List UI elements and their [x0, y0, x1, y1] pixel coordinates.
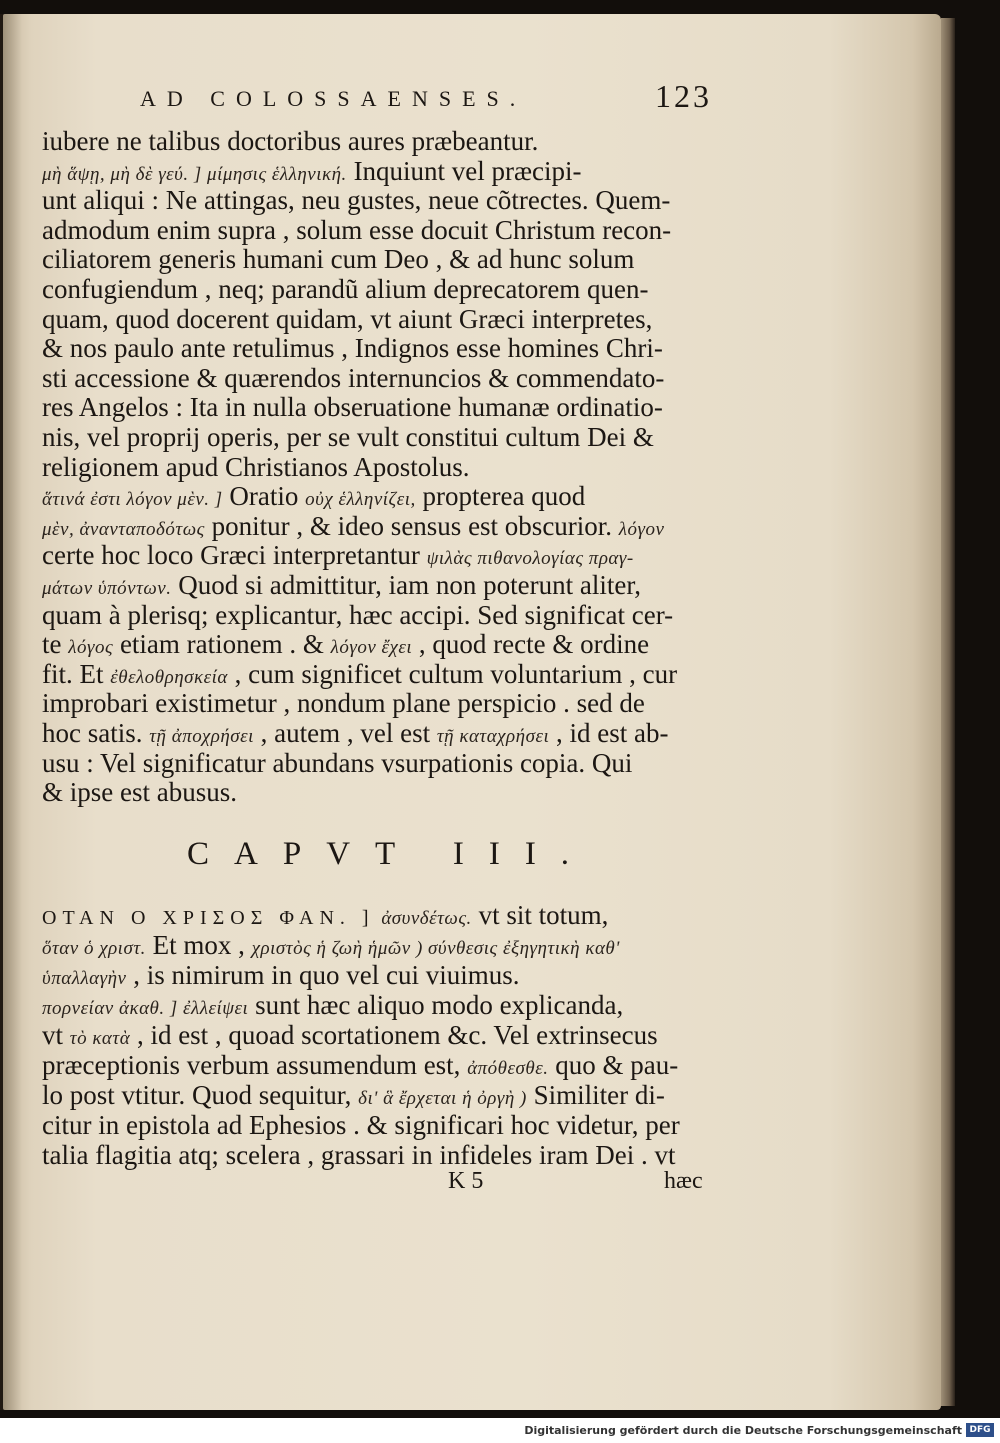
- text-line: [42, 600, 673, 630]
- latin-text: ΟΤΑΝ Ο ΧΡΙΣΟΣ ΦΑΝ. ]: [42, 907, 375, 929]
- greek-phrase: ψιλὰς πιθανολογίας πραγ-: [426, 548, 634, 570]
- greek-phrase: μάτων ὑπόντων.: [42, 578, 172, 599]
- latin-text: unt aliqui : Ne attingas, neu gustes, neue cõtrectes. Quem-: [42, 185, 671, 216]
- latin-text: nis, vel proprij operis, per se vult constitui cultum Dei &: [42, 422, 654, 452]
- latin-text: , autem , vel est: [253, 718, 437, 748]
- chapter-heading: CAPVT III.: [187, 836, 595, 872]
- latin-text: quam à plerisq; explicantur, hæc accipi. Sed significat cer-: [42, 599, 674, 630]
- text-line: [42, 126, 538, 156]
- greek-phrase: τὸ κατὰ: [69, 1028, 131, 1049]
- text-line: [42, 990, 623, 1024]
- latin-text: propterea quod: [415, 481, 586, 512]
- signature-mark: K 5: [448, 1168, 484, 1194]
- greek-phrase: ἐθελοθρησκεία: [110, 666, 228, 688]
- text-line: [42, 960, 520, 994]
- greek-phrase: οὐχ ἑλληνίζει,: [305, 489, 416, 511]
- greek-phrase: λόγον: [618, 518, 665, 540]
- latin-text: res Angelos : Ita in nulla obseruatione humanæ ordinatio-: [42, 392, 663, 423]
- text-line: [42, 333, 663, 363]
- latin-text: vt: [42, 1020, 70, 1050]
- latin-text: usu : Vel significatur abundans vsurpationis copia. Qui: [42, 747, 633, 778]
- latin-text: præceptionis verbum assumendum est,: [42, 1050, 468, 1080]
- latin-text: lo post vtitur. Quod sequitur,: [42, 1080, 359, 1110]
- text-line: [42, 304, 652, 334]
- greek-phrase: ὅταν ὁ χριστ.: [42, 938, 146, 959]
- latin-text: , is nimirum in quo vel cui viuimus.: [126, 960, 520, 990]
- latin-text: Et mox ,: [145, 930, 252, 960]
- text-line: [42, 422, 654, 452]
- dfg-logo: DFG: [966, 1423, 994, 1437]
- text-line: [42, 274, 649, 304]
- text-line: [42, 363, 664, 393]
- latin-text: admodum enim supra , solum esse docuit Christum recon-: [42, 214, 672, 245]
- latin-text: certe hoc loco Græci interpretantur: [42, 540, 427, 571]
- latin-text: Similiter di-: [526, 1080, 665, 1110]
- greek-phrase: ἅτινά ἐστι λόγον μὲν. ]: [42, 489, 223, 511]
- greek-phrase: μὴ ἅψῃ, μὴ δὲ γεύ. ] μίμησις ἑλληνική.: [42, 163, 347, 185]
- text-line: [42, 777, 237, 807]
- latin-text: te: [42, 629, 69, 660]
- latin-text: confugiendum , neq; parandũ alium deprecatorem quen-: [42, 274, 649, 304]
- greek-phrase: τῇ καταχρήσει: [436, 726, 550, 747]
- running-title: AD COLOSSAENSES.: [140, 86, 527, 111]
- greek-phrase: χριστὸς ἡ ζωὴ ἡμῶν ) σύνθεσις ἐξηγητικὴ καθ': [251, 938, 620, 959]
- funding-notice: Digitalisierung gefördert durch die Deutsche Forschungsgemeinschaft: [524, 1424, 962, 1437]
- latin-text: fit. Et: [42, 658, 111, 689]
- latin-text: & nos paulo ante retulimus , Indignos esse homines Chri-: [42, 333, 663, 364]
- latin-text: etiam rationem . &: [113, 629, 331, 660]
- greek-phrase: ὑπαλλαγὴν: [42, 968, 127, 989]
- latin-text: Inquiunt vel præcipi-: [346, 155, 582, 186]
- text-line: [42, 452, 469, 482]
- greek-phrase: τῇ ἀποχρήσει: [149, 726, 254, 747]
- text-line: [42, 1110, 680, 1140]
- page-number: 123: [655, 78, 712, 114]
- latin-text: improbari existimetur , nondum plane perspicio . sed de: [42, 688, 645, 719]
- text-line: [42, 244, 634, 274]
- text-line: [42, 1020, 658, 1054]
- latin-text: , quod recte & ordine: [412, 629, 650, 660]
- text-line: [42, 900, 608, 934]
- latin-text: talia flagitia atq; scelera , grassari in infideles iram Dei . vt: [42, 1140, 676, 1170]
- greek-phrase: ἀπόθεσθε.: [467, 1058, 549, 1079]
- latin-text: ponitur , & ideo sensus est obscurior.: [204, 510, 619, 541]
- page-header: [0, 78, 1000, 118]
- latin-text: sti accessione & quærendos internuncios & commendato-: [42, 362, 665, 393]
- latin-text: quo & pau-: [548, 1050, 679, 1080]
- latin-text: hoc satis.: [42, 718, 150, 748]
- text-line: [42, 185, 670, 215]
- latin-text: , id est , quoad scortationem &c. Vel extrinsecus: [130, 1020, 658, 1050]
- latin-text: quam, quod docerent quidam, vt aiunt Græci interpretes,: [42, 303, 653, 334]
- latin-text: vt sit totum,: [471, 900, 609, 930]
- latin-text: , id est ab-: [549, 718, 669, 748]
- latin-text: ciliatorem generis humani cum Deo , & ad hunc solum: [42, 244, 635, 275]
- text-line: [42, 215, 671, 245]
- text-line: [42, 392, 663, 422]
- latin-text: religionem apud Christianos Apostolus.: [42, 451, 470, 482]
- text-line: [42, 1080, 665, 1114]
- greek-phrase: δι' ἃ ἔρχεται ἡ ὀργὴ ): [358, 1088, 527, 1109]
- text-line: [42, 1140, 676, 1170]
- catchword: hæc: [664, 1168, 703, 1194]
- greek-phrase: λόγος: [68, 637, 114, 659]
- text-line: [42, 930, 620, 964]
- greek-phrase: μὲν, ἀνανταποδότως: [42, 518, 205, 540]
- latin-text: & ipse est abusus.: [42, 777, 237, 808]
- greek-phrase: λόγον ἔχει: [330, 637, 413, 659]
- text-line: [42, 1050, 678, 1084]
- latin-text: Oratio: [222, 481, 306, 512]
- latin-text: citur in epistola ad Ephesios . & significari hoc videtur, per: [42, 1110, 680, 1140]
- latin-text: , cum significet cultum voluntarium , cur: [227, 658, 678, 689]
- latin-text: iubere ne talibus doctoribus aures præbeantur.: [42, 126, 539, 156]
- latin-text: Quod si admittitur, iam non poterunt aliter,: [171, 570, 641, 600]
- footer-bar: [0, 1418, 1000, 1443]
- greek-phrase: πορνείαν ἀκαθ. ] ἐλλείψει: [42, 998, 249, 1019]
- text-line: [42, 748, 632, 778]
- latin-text: sunt hæc aliquo modo explicanda,: [248, 990, 624, 1020]
- text-line: [42, 688, 645, 718]
- greek-phrase: ἀσυνδέτως.: [381, 908, 472, 929]
